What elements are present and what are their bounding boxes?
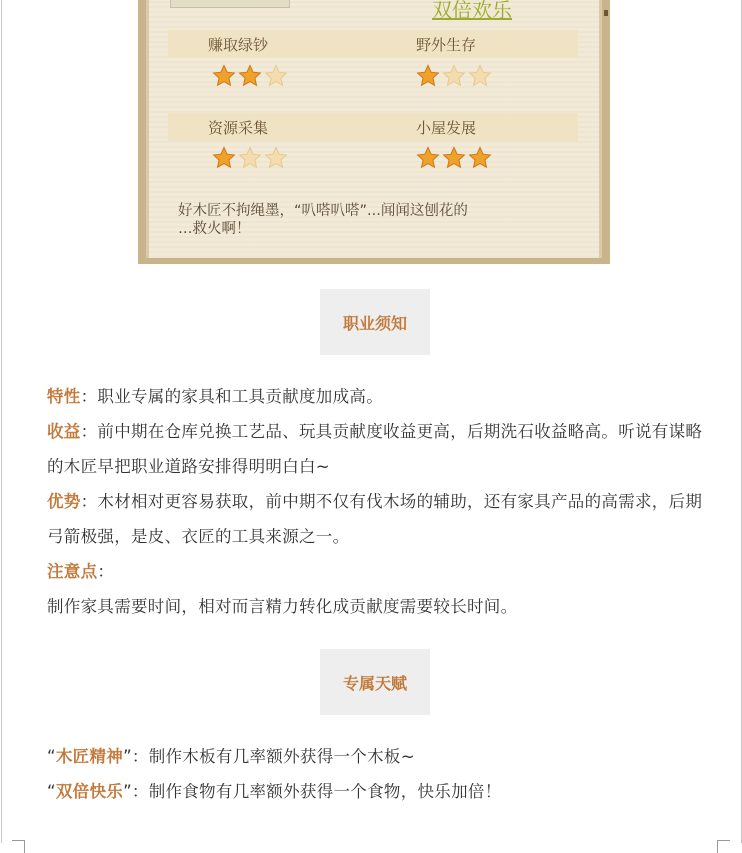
page-corner-mark-left [12, 840, 25, 853]
talent-item [47, 739, 707, 774]
star-icon [416, 64, 440, 88]
advantage-keyword: 优势 [47, 492, 81, 511]
talent-item [47, 774, 707, 809]
page-corner-mark-right [717, 840, 730, 853]
section-title-talent: 专属天赋 [320, 649, 430, 715]
skill-label: 野外生存 [416, 36, 477, 54]
star-icon [416, 146, 440, 170]
card-top-tab [170, 0, 290, 8]
star-icon [212, 146, 236, 170]
star-icon [264, 146, 288, 170]
trait-keyword: 特性 [47, 387, 81, 406]
card-link-title[interactable]: 双倍欢乐 [432, 0, 512, 22]
skill-label: 资源采集 [208, 119, 269, 137]
talent-text: ”：制作木板有几率额外获得一个木板~ [123, 747, 415, 766]
caution-colon: ： [97, 562, 115, 581]
trait-text: ：职业专属的家具和工具贡献度加成高。 [80, 387, 384, 406]
star-icon [212, 64, 236, 88]
trait-paragraph [47, 379, 707, 414]
star-icon [238, 146, 262, 170]
star-icon [468, 64, 492, 88]
section-title-notice: 职业须知 [320, 289, 430, 355]
income-keyword: 收益 [47, 422, 81, 441]
skill-stars [416, 64, 492, 88]
star-icon [264, 64, 288, 88]
skill-row [168, 113, 578, 141]
talent-text: ”：制作食物有几率额外获得一个食物，快乐加倍！ [123, 782, 502, 801]
advantage-text: ：木材相对更容易获取，前中期不仅有伐木场的辅助，还有家具产品的高需求，后期弓箭极强，是皮、衣匠的工具来源之一。 [47, 492, 703, 546]
star-icon [238, 64, 262, 88]
star-icon [468, 146, 492, 170]
skill-stars [416, 146, 492, 170]
income-paragraph [47, 414, 707, 484]
skill-label: 赚取绿钞 [208, 36, 269, 54]
talent-keyword: 双倍快乐 [55, 782, 124, 801]
advantage-paragraph [47, 484, 707, 554]
talent-quote-open: “ [47, 782, 56, 801]
skill-label: 小屋发展 [416, 119, 477, 137]
job-card-image [138, 0, 610, 264]
caution-heading [47, 554, 707, 589]
card-quote [178, 202, 588, 238]
income-text: ：前中期在仓库兑换工艺品、玩具贡献度收益更高，后期洗石收益略高。听说有谋略的木匠早把职业道路安排得明明白白~ [47, 422, 703, 476]
card-quote-line: 好木匠不拘绳墨，“叭嗒叭嗒”...闻闻这刨花的 [178, 203, 468, 219]
page-border-left [1, 0, 2, 843]
skill-stars [212, 146, 288, 170]
skill-row [168, 30, 578, 58]
talent-quote-open: “ [47, 747, 56, 766]
caution-paragraph: 制作家具需要时间，相对而言精力转化成贡献度需要较长时间。 [47, 597, 518, 616]
star-icon [442, 64, 466, 88]
card-quote-line: …救火啊！ [178, 221, 251, 237]
skill-stars [212, 64, 288, 88]
talent-keyword: 木匠精神 [55, 747, 124, 766]
star-icon [442, 146, 466, 170]
caution-keyword: 注意点 [47, 562, 98, 581]
card-edge-mark [604, 10, 608, 16]
